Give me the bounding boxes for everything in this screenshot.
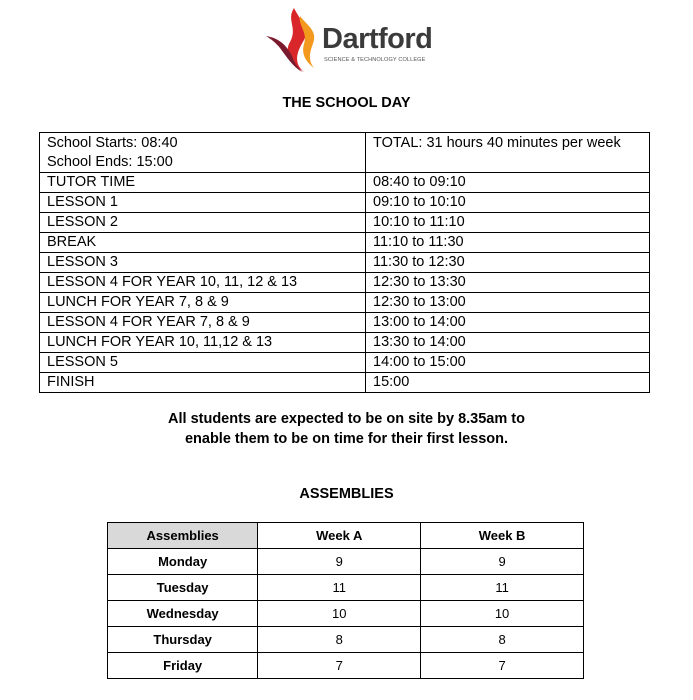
row-label: TUTOR TIME [40,173,366,193]
arrival-note-line-2: enable them to be on time for their first lesson. [184,431,509,447]
table-row [40,333,650,353]
week-b-cell: 10 [421,601,584,627]
arrival-note [0,409,693,449]
assemblies-table [107,522,584,679]
row-label: LESSON 3 [40,253,366,273]
table-row [40,213,650,233]
school-day-table [39,132,650,393]
row-time: 14:00 to 15:00 [366,353,650,373]
row-time: 11:10 to 11:30 [366,233,650,253]
arrival-note-line-1: All students are expected to be on site by 8.35am to [168,411,525,427]
week-b-cell: 9 [421,549,584,575]
week-b-cell: 11 [421,575,584,601]
table-row [40,313,650,333]
row-label: LESSON 2 [40,213,366,233]
row-time: 15:00 [366,373,650,393]
row-label: LESSON 5 [40,353,366,373]
table-row [40,353,650,373]
school-ends: School Ends: 15:00 [47,154,173,170]
school-day-title: THE SCHOOL DAY [282,95,411,111]
table-row [40,253,650,273]
table-row [108,653,584,679]
table-row [108,575,584,601]
row-time: 12:30 to 13:30 [366,273,650,293]
table-row [40,373,650,393]
school-logo [264,6,436,74]
week-a-cell: 9 [258,549,421,575]
day-cell: Monday [108,549,258,575]
table-header-row [108,523,584,549]
table-row [40,293,650,313]
column-header: Week B [421,523,584,549]
week-b-cell: 8 [421,627,584,653]
row-time: 12:30 to 13:00 [366,293,650,313]
table-row [40,173,650,193]
column-header: Assemblies [108,523,258,549]
table-row [40,273,650,293]
table-row [108,601,584,627]
day-cell: Friday [108,653,258,679]
row-time: 13:30 to 14:00 [366,333,650,353]
week-a-cell: 7 [258,653,421,679]
assemblies-title: ASSEMBLIES [299,486,394,502]
row-label: LESSON 4 FOR YEAR 7, 8 & 9 [40,313,366,333]
week-a-cell: 8 [258,627,421,653]
school-starts: School Starts: 08:40 [47,135,178,151]
table-row [108,627,584,653]
logo-wordmark: Dartford [322,23,433,55]
row-label: LUNCH FOR YEAR 10, 11,12 & 13 [40,333,366,353]
table-row [40,233,650,253]
row-time: 13:00 to 14:00 [366,313,650,333]
times-cell [40,133,366,173]
row-time: 10:10 to 11:10 [366,213,650,233]
row-time: 11:30 to 12:30 [366,253,650,273]
row-label: LUNCH FOR YEAR 7, 8 & 9 [40,293,366,313]
week-a-cell: 10 [258,601,421,627]
table-row [108,549,584,575]
table-row [40,193,650,213]
row-label: BREAK [40,233,366,253]
row-label: LESSON 1 [40,193,366,213]
day-cell: Thursday [108,627,258,653]
column-header: Week A [258,523,421,549]
logo-subtitle: SCIENCE & TECHNOLOGY COLLEGE [324,57,426,63]
week-a-cell: 11 [258,575,421,601]
table-row [40,133,650,173]
day-cell: Wednesday [108,601,258,627]
row-label: FINISH [40,373,366,393]
total-hours: TOTAL: 31 hours 40 minutes per week [366,133,650,173]
flame-logo-icon [264,6,324,74]
row-time: 09:10 to 10:10 [366,193,650,213]
row-label: LESSON 4 FOR YEAR 10, 11, 12 & 13 [40,273,366,293]
day-cell: Tuesday [108,575,258,601]
row-time: 08:40 to 09:10 [366,173,650,193]
week-b-cell: 7 [421,653,584,679]
